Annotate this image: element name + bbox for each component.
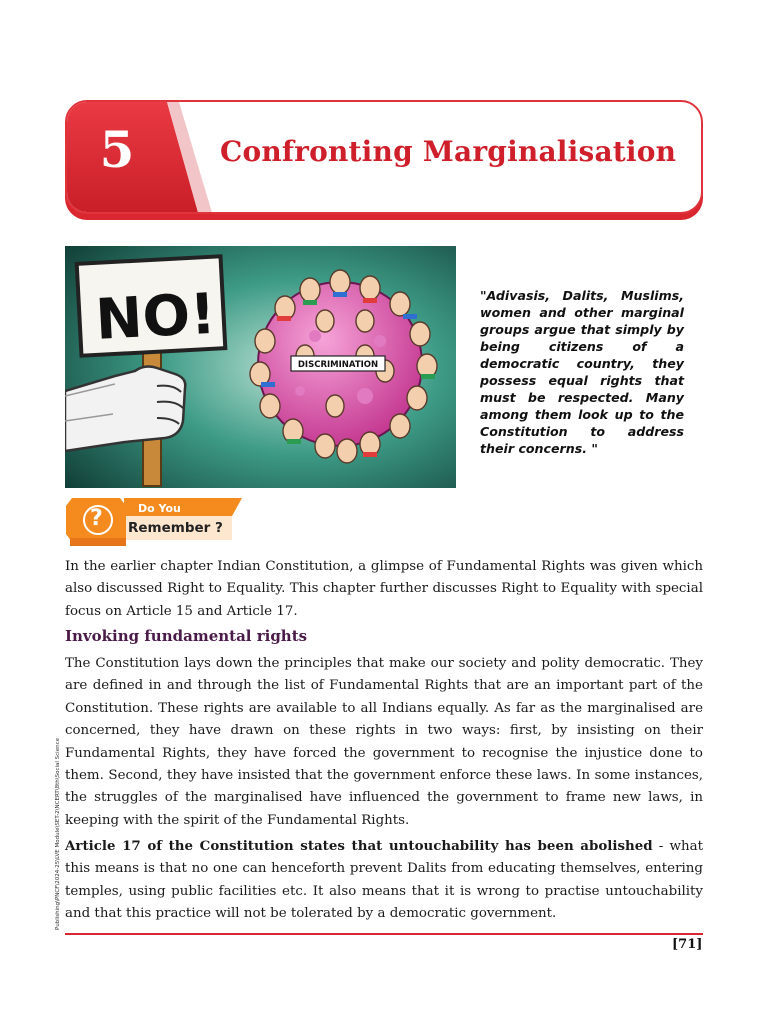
question-icon: ? xyxy=(90,506,103,531)
discrimination-illustration xyxy=(65,246,456,488)
chapter-title: Confronting Marginalisation xyxy=(220,135,677,168)
page-number: [71] xyxy=(672,937,703,952)
article-17-emphasis: Article 17 of the Constitution states that untouchability has been abolished xyxy=(65,838,653,854)
side-publishing-text: Publishing\PNCF\2024-25\LVE Module\SET-2\NCERT\8th\Social Science xyxy=(55,738,61,930)
intro-paragraph: In the earlier chapter Indian Constitution, a glimpse of Fundamental Rights was given which also discussed Right to Equality. This chapter further discusses Right to Equality with special focus on Article 15 and Article 17. xyxy=(65,559,703,619)
chapter-number: 5 xyxy=(99,120,135,179)
section-heading: Invoking fundamental rights xyxy=(65,627,308,645)
paragraph-fundamental-rights: The Constitution lays down the principles that make our society and polity democratic. They are defined in and through the list of Fundamental Rights that are an important part of the Constitution. These rights are available to all Indians equally. As far as the marginalised are concerned, they have drawn on these rights in two ways: first, by insisting on their Fundamental Rights, they have forced the government to recognise the injustice done to them. Second, they have insisted that the government enforce these laws. In some instances, the struggles of the marginalised have influenced the government to frame new laws, in keeping with the spirit of the Fundamental Rights. xyxy=(65,656,703,828)
paragraph-article-17 xyxy=(65,835,703,926)
sign-text: NO! xyxy=(93,281,218,353)
remember-main-label: Remember ? xyxy=(128,520,223,536)
article-17-text: - what this means is that no one can henceforth prevent Dalits from educating themselves, entering temples, using public facilities etc. It also means that it is wrong to practise untouchability and that this practice will not be tolerated by a democratic government. xyxy=(65,839,703,922)
footer-divider xyxy=(65,933,703,935)
remember-top-label: Do You xyxy=(138,502,181,515)
illustration-label: DISCRIMINATION xyxy=(297,360,379,370)
intro-quote: "Adivasis, Dalits, Muslims, women and other marginal groups argue that simply by being citizens of a democratic country, they possess equal rights that must be respected. Many among them look up to the Constitution to address their concerns. " xyxy=(480,288,684,456)
